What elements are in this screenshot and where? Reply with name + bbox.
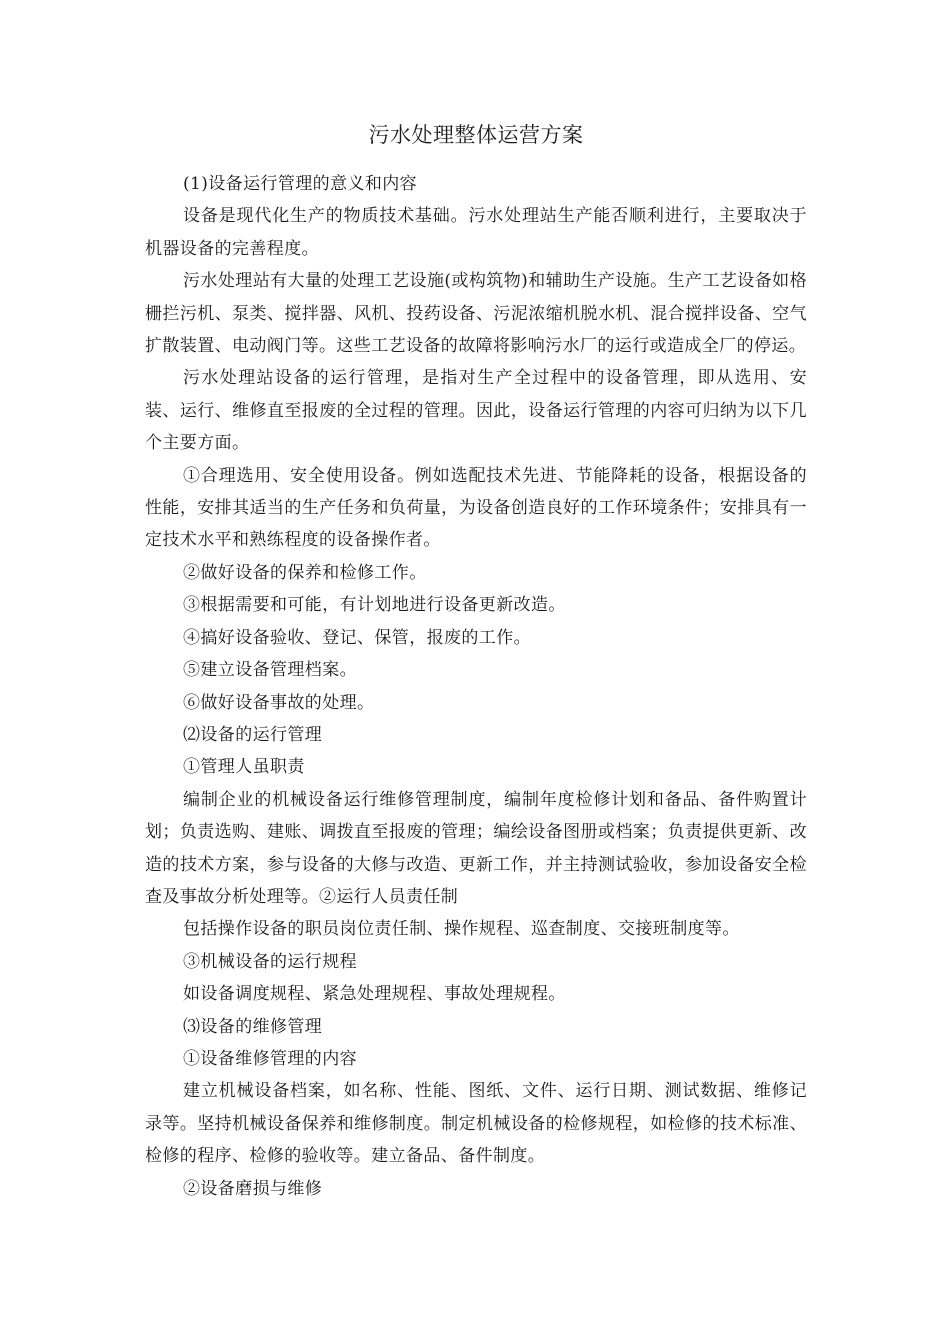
paragraph: ⑵设备的运行管理 [183, 724, 323, 745]
document-title: 污水处理整体运营方案 [368, 123, 584, 147]
paragraph: ③根据需要和可能，有计划地进行设备更新改造。 [183, 595, 566, 616]
paragraph: ②做好设备的保养和检修工作。 [183, 562, 427, 583]
paragraph: (1)设备运行管理的意义和内容 [183, 174, 418, 194]
paragraph: ⑶设备的维修管理 [183, 1016, 323, 1037]
paragraph: ⑥做好设备事故的处理。 [183, 692, 375, 713]
paragraph: 建立机械设备档案，如名称、性能、图纸、文件、运行日期、测试数据、维修记录等。坚持机械设备保养和维修制度。制定机械设备的检修规程，如检修的技术标准、检修的程序、检修的验收等。建立备品、备件制度。 [145, 1081, 807, 1167]
paragraph: ①设备维修管理的内容 [183, 1048, 357, 1069]
document-page [145, 120, 807, 1205]
paragraph: ⑤建立设备管理档案。 [183, 660, 357, 681]
paragraph: ④搞好设备验收、登记、保管，报废的工作。 [183, 627, 531, 648]
paragraph: 包括操作设备的职员岗位责任制、操作规程、巡查制度、交接班制度等。 [183, 919, 740, 940]
paragraph: 污水处理站有大量的处理工艺设施(或构筑物)和辅助生产设施。生产工艺设备如格栅拦污机、泵类、搅拌器、风机、投药设备、污泥浓缩机脱水机、混合搅拌设备、空气扩散装置、电动阀门等。这些工艺设备的故障将影响污水厂的运行或造成全厂的停运。 [145, 271, 807, 357]
paragraph: ①管理人虽职责 [183, 757, 305, 778]
paragraph: 编制企业的机械设备运行维修管理制度，编制年度检修计划和备品、备件购置计划；负责选购、建账、调拨直至报废的管理；编绘设备图册或档案；负责提供更新、改造的技术方案，参与设备的大修与改造、更新工作，并主持测试验收，参加设备安全检查及事故分析处理等。②运行人员责任制 [145, 789, 807, 907]
paragraph: ③机械设备的运行规程 [183, 951, 357, 972]
paragraph: 如设备调度规程、紧急处理规程、事故处理规程。 [183, 984, 566, 1005]
paragraph: 设备是现代化生产的物质技术基础。污水处理站生产能否顺利进行，主要取决于机器设备的完善程度。 [145, 206, 807, 259]
paragraph: ②设备磨损与维修 [183, 1178, 323, 1199]
paragraph: ①合理选用、安全使用设备。例如选配技术先进、节能降耗的设备，根据设备的性能，安排其适当的生产任务和负荷量，为设备创造良好的工作环境条件；安排具有一定技术水平和熟练程度的设备操作者。 [145, 465, 807, 551]
paragraph: 污水处理站设备的运行管理，是指对生产全过程中的设备管理，即从选用、安装、运行、维修直至报废的全过程的管理。因此，设备运行管理的内容可归纳为以下几个主要方面。 [145, 368, 807, 454]
